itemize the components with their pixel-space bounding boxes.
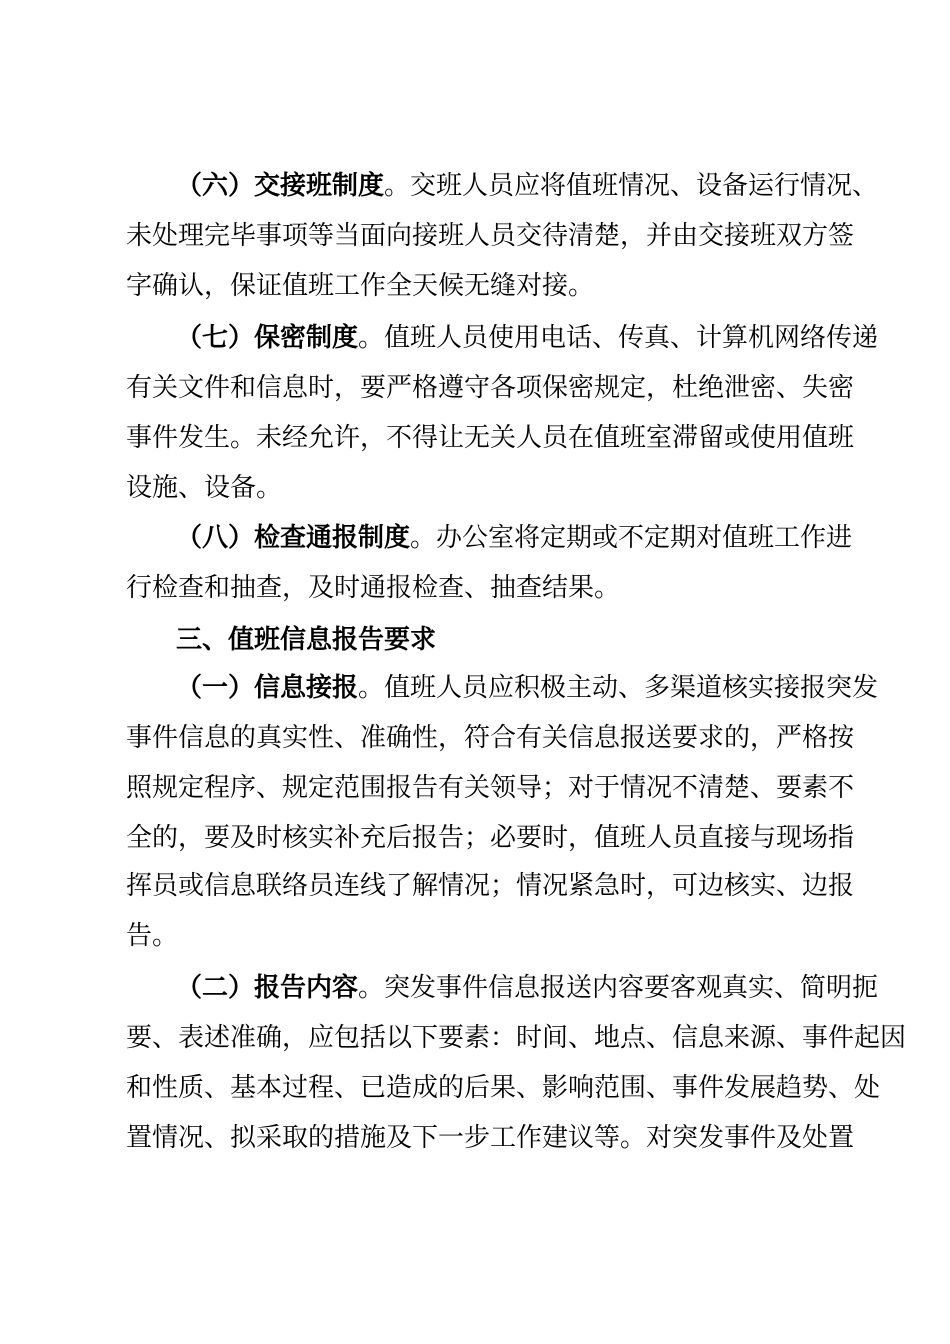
paragraph-seven-line-2: 有关文件和信息时，要严格遵守各项保密规定，杜绝泄密、失密	[126, 373, 855, 403]
paragraph-eight-title: （八）检查通报制度	[176, 523, 411, 553]
paragraph-seven-title: （七）保密制度	[176, 323, 359, 353]
paragraph-report-content-line-4: 置情况、拟采取的措施及下一步工作建议等。对突发事件及处置	[126, 1123, 855, 1153]
paragraph-seven-line-1: （七）保密制度。值班人员使用电话、传真、计算机网络传递	[176, 323, 879, 353]
paragraph-report-content-line-2: 要、表述准确，应包括以下要素：时间、地点、信息来源、事件起因	[126, 1023, 907, 1053]
paragraph-report-content-line-1: （二）报告内容。突发事件信息报送内容要客观真实、简明扼	[176, 973, 879, 1003]
paragraph-six-title: （六）交接班制度	[176, 171, 385, 201]
paragraph-info-intake-line-1: （一）信息接报。值班人员应积极主动、多渠道核实接报突发	[176, 673, 879, 703]
paragraph-info-intake-title: （一）信息接报	[176, 673, 359, 703]
paragraph-report-content-line-3: 和性质、基本过程、已造成的后果、影响范围、事件发展趋势、处	[126, 1073, 881, 1103]
paragraph-info-intake-line-3: 照规定程序、规定范围报告有关领导；对于情况不清楚、要素不	[126, 773, 855, 803]
paragraph-eight-line-1: （八）检查通报制度。办公室将定期或不定期对值班工作进	[176, 523, 853, 553]
paragraph-seven-line-4: 设施、设备。	[126, 473, 283, 503]
paragraph-report-content-title: （二）报告内容	[176, 973, 359, 1003]
paragraph-eight-line-2: 行检查和抽查，及时通报检查、抽查结果。	[126, 573, 621, 603]
paragraph-info-intake-line-2: 事件信息的真实性、准确性，符合有关信息报送要求的，严格按	[126, 723, 855, 753]
paragraph-seven-line-3: 事件发生。未经允许，不得让无关人员在值班室滞留或使用值班	[126, 423, 855, 453]
paragraph-six-line-3: 字确认，保证值班工作全天候无缝对接。	[126, 271, 595, 301]
paragraph-info-intake-line-5: 挥员或信息联络员连线了解情况；情况紧急时，可边核实、边报	[126, 871, 855, 901]
paragraph-info-intake-line-6: 告。	[126, 921, 179, 951]
section-three-heading: 三、值班信息报告要求	[176, 625, 437, 655]
paragraph-info-intake-line-4: 全的，要及时核实补充后报告；必要时，值班人员直接与现场指	[126, 823, 855, 853]
paragraph-six-line-2: 未处理完毕事项等当面向接班人员交待清楚，并由交接班双方签	[126, 221, 855, 251]
paragraph-six-line-1: （六）交接班制度。交班人员应将值班情况、设备运行情况、	[176, 171, 879, 201]
